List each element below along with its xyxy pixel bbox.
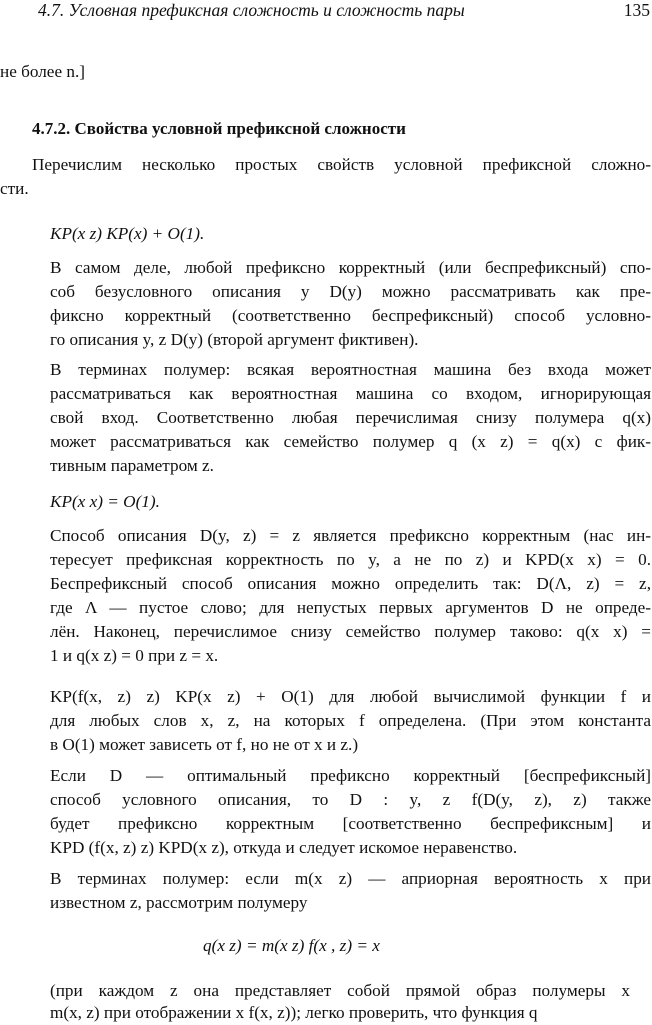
text-line: рассматриваться как вероятностная машина со входом, игнорирующая: [50, 384, 651, 403]
text-line: фиксно корректный (соответственно беспрефиксный) способ условно-: [50, 306, 651, 325]
text-line: известном z, рассмотрим полумеру: [50, 893, 308, 912]
text-line: Если D — оптимальный префиксно корректный [беспрефиксный]: [50, 766, 651, 785]
text-line: m(x, z) при отображении x f(x, z)); легко проверить, что функция q: [50, 1003, 538, 1022]
text-line: KPD (f(x, z) z) KPD(x z), откуда и следует искомое неравенство.: [50, 838, 518, 857]
header-title: 4.7. Условная префиксная сложность и сложность пары: [38, 0, 465, 20]
text-line: В самом деле, любой префиксно корректный (или беспрефиксный) спо-: [50, 258, 651, 277]
text-line: Способ описания D(y, z) = z является префиксно корректным (нас ин-: [50, 526, 651, 545]
text-line: сти.: [0, 179, 29, 198]
text-line: тересует префиксная корректность по y, а не по z) и KPD(x x) = 0.: [50, 550, 651, 569]
display-formula: q(x z) = m(x z) f(x , z) = x: [203, 936, 380, 955]
text-line: лён. Наконец, перечислимое снизу семейство полумер таково: q(x x) =: [50, 622, 651, 641]
property-statement: KP(x x) = O(1).: [50, 492, 160, 511]
text-line: не более n.]: [0, 62, 85, 81]
page-number: 135: [623, 0, 650, 20]
text-line: способ условного описания, то D : y, z f(D(y, z), z) также: [50, 790, 651, 809]
text-line: для любых слов x, z, на которых f определена. (При этом константа: [50, 711, 651, 730]
text-line: свой вход. Соответственно любая перечислимая снизу полумера q(x): [50, 408, 651, 427]
text-line: В терминах полумер: если m(x z) — априорная вероятность x при: [50, 869, 651, 888]
text-line: го описания y, z D(y) (второй аргумент фиктивен).: [50, 330, 419, 349]
property-statement: KP(f(x, z) z) KP(x z) + O(1) для любой вычислимой функции f и: [50, 687, 651, 706]
text-line: тивным параметром z.: [50, 456, 214, 475]
text-line: Беспрефиксный способ описания можно определить так: D(Λ, z) = z,: [50, 574, 651, 593]
text-line: будет префиксно корректным [соответственно беспрефиксным] и: [50, 814, 651, 833]
text-line: соб безусловного описания y D(y) можно рассматривать как пре-: [50, 282, 651, 301]
section-heading: 4.7.2. Свойства условной префиксной сложности: [32, 119, 406, 138]
text-line: в O(1) может зависеть от f, но не от x и z.): [50, 735, 359, 754]
text-line: 1 и q(x z) = 0 при z = x.: [50, 646, 219, 665]
property-statement: KP(x z) KP(x) + O(1).: [50, 224, 205, 243]
running-header: [0, 0, 652, 24]
text-line: где Λ — пустое слово; для непустых первых аргументов D не опреде-: [50, 598, 651, 617]
text-line: Перечислим несколько простых свойств условной префиксной сложно-: [32, 155, 651, 174]
text-line: В терминах полумер: всякая вероятностная машина без входа может: [50, 360, 651, 379]
text-line: (при каждом z она представляет собой прямой образ полумеры x: [50, 981, 630, 1000]
text-line: может рассматриваться как семейство полумер q (x z) = q(x) с фик-: [50, 432, 651, 451]
